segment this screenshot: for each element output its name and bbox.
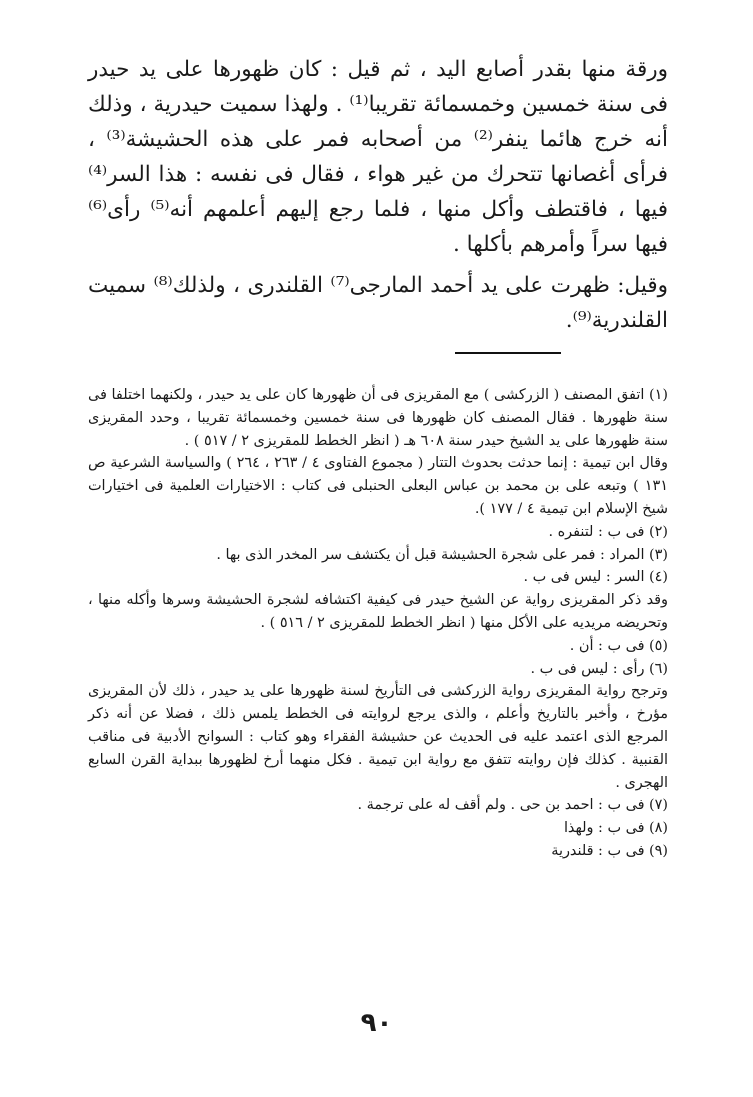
footnote-8: (٨) فى ب : ولهذا — [563, 820, 668, 837]
page-number: ٩٠ — [360, 1008, 393, 1038]
footnote-6-continued: وترجح رواية المقريزى رواية الزركشى فى التأريخ لسنة ظهورها على يد حيدر ، ذلك لأن المقريزى مؤرخ ، وأخبر بالتاريخ وأعلم ، والذى يرجع لروايته فى الخطط يلمس ذلك ، فضلا عن أنه ذكر المرجع الذى اعتمد عليه فى الحديث عن حشيشة الفقراء وهو كتاب : السوانح الأدبية فى مناقب القنبية . كذلك فإن روايته تتفق مع رواية ابن تيمية . فكل منهما أرخ لظهورها ببداية القرن السابع الهجرى . — [88, 683, 668, 791]
footnote-3: (٣) المراد : فمر على شجرة الحشيشة قبل أن يكتشف سر المخدر الذى بها . — [216, 546, 668, 563]
footnote-6: (٦) رأى : ليس فى ب . — [530, 660, 668, 677]
footnote-7: (٧) فى ب : احمد بن حى . ولم أقف له على ترجمة . — [357, 797, 668, 814]
footnote-9: (٩) فى ب : قلندرية — [551, 842, 668, 859]
footnotes-section — [88, 384, 668, 863]
main-text — [88, 52, 668, 338]
footnote-divider — [455, 352, 561, 354]
footnote-2: (٢) فى ب : لتنفره . — [548, 523, 668, 540]
footnote-4-continued: وقد ذكر المقريزى رواية عن الشيخ حيدر فى كيفية اكتشافه لشجرة الحشيشة وسرها وأكله منها ، وتحريضه مريديه على الأكل منها ( انظر الخطط للمقريزى ٢ / ٥١٦ ) . — [88, 592, 668, 631]
paragraph-2: وقيل: ظهرت على يد أحمد المارجى⁽⁷⁾ القلندرى ، ولذلك⁽⁸⁾ سميت القلندرية⁽⁹⁾. — [88, 273, 668, 333]
footnote-5: (٥) فى ب : أن . — [569, 637, 668, 654]
footnote-1-continued: وقال ابن تيمية : إنما حدثت بحدوث التتار ( مجموع الفتاوى ٤ / ٢٦٣ ، ٢٦٤ ) والسياسة الشرعية ص ١٣١ ) وتبعه على بن محمد بن عباس البعلى الحنبلى فى كتاب : الاختيارات العلمية فى اختيارات شيخ الإسلام ابن تيمية ٤ / ١٧٧ ). — [88, 455, 668, 517]
footnote-4: (٤) السر : ليس فى ب . — [523, 569, 668, 586]
main-body — [88, 52, 668, 338]
paragraph-1: ورقة منها بقدر أصابع اليد ، ثم قيل : كان ظهورها على يد حيدر فى سنة خمسين وخمسمائة تقريبا⁽¹⁾ . ولهذا سميت حيدرية ، وذلك أنه خرج هائما ينفر⁽²⁾ من أصحابه فمر على هذه الحشيشة⁽³⁾ ، فرأى أغصانها تتحرك من غير هواء ، فقال فى نفسه : هذا السر⁽⁴⁾ فيها ، فاقتطف وأكل منها ، فلما رجع إليهم أعلمهم أنه⁽⁵⁾ رأى⁽⁶⁾ فيها سراً وأمرهم بأكلها . — [88, 57, 668, 257]
footnote-1: (١) اتفق المصنف ( الزركشى ) مع المقريزى فى أن ظهورها كان على يد حيدر ، ولكنهما اختلفا فى سنة ظهورها . فقال المصنف كان ظهورها فى سنة خمسين وخمسمائة تقريبا ، وحدد المقريزى سنة ظهورها على يد الشيخ حيدر سنة ٦٠٨ هـ ( انظر الخطط للمقريزى ٢ / ٥١٧ ) . — [88, 387, 668, 449]
